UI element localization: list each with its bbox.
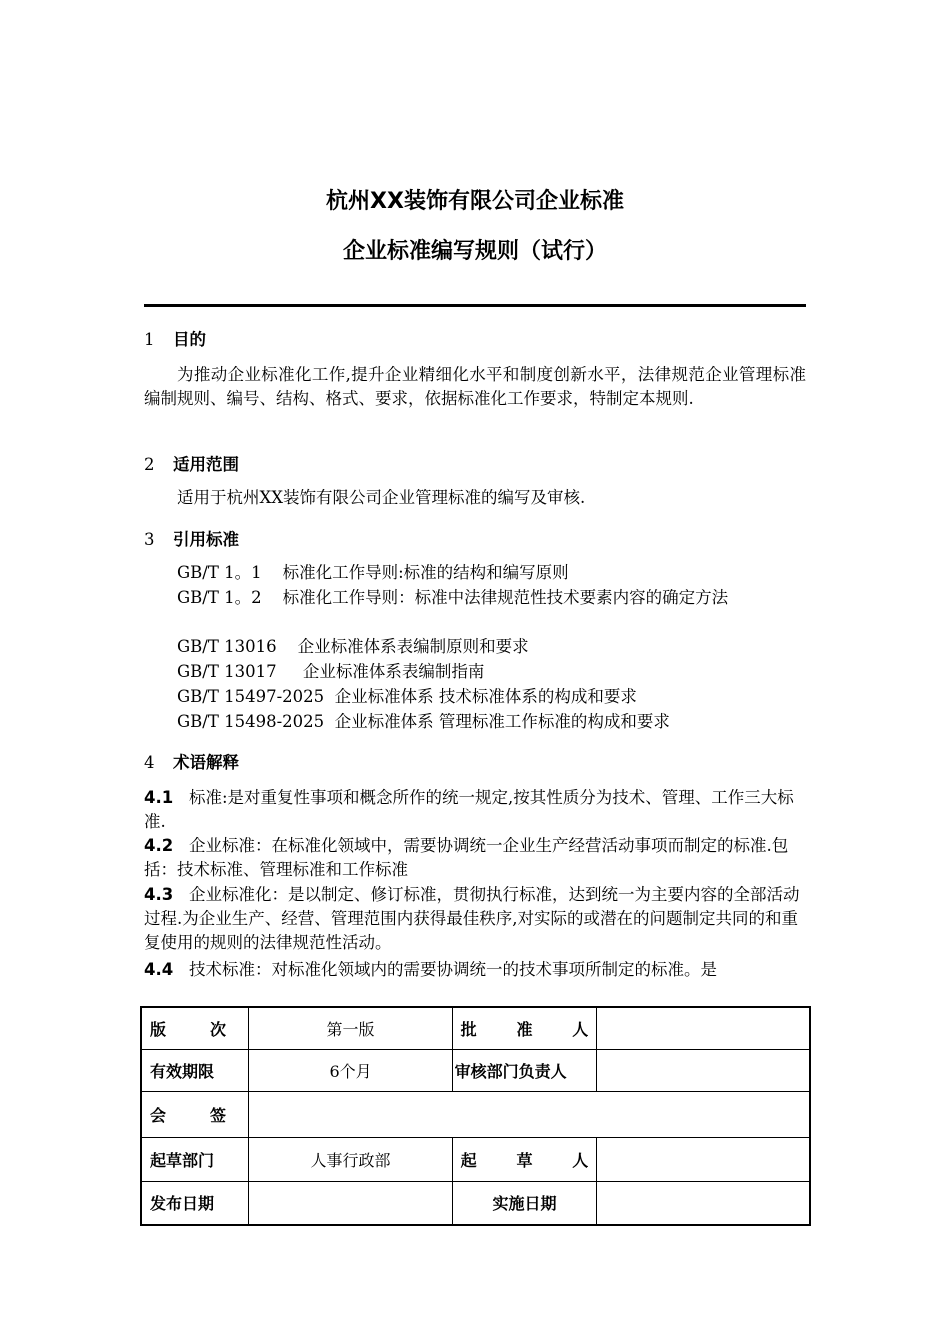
drafter-value — [597, 1137, 810, 1181]
edition-value: 第一版 — [249, 1007, 452, 1049]
reviewer-value — [597, 1049, 810, 1091]
drafting-dept-label: 起草部门 — [141, 1137, 249, 1181]
validity-label: 有效期限 — [141, 1049, 249, 1091]
drafter-label: 起 草 人 — [452, 1137, 597, 1181]
section-number: 2 — [144, 455, 155, 474]
release-date-label: 发布日期 — [141, 1181, 249, 1225]
term-item — [144, 834, 806, 882]
effective-date-label: 实施日期 — [452, 1181, 597, 1225]
validity-value: 6个月 — [249, 1049, 452, 1091]
section-title: 目的 — [173, 330, 206, 349]
reviewer-label: 审核部门负责人 — [452, 1049, 597, 1091]
reference-item: GB/T 1。2 标准化工作导则：标准中法律规范性技术要素内容的确定方法 — [177, 588, 729, 607]
section-3-heading — [144, 526, 239, 550]
section-4-heading — [144, 749, 239, 773]
drafting-dept-value: 人事行政部 — [249, 1137, 452, 1181]
countersign-value — [249, 1091, 810, 1137]
section-2-heading — [144, 451, 239, 475]
reference-item: GB/T 15497-2025 企业标准体系 技术标准体系的构成和要求 — [177, 687, 637, 706]
term-text: 技术标准：对标准化领域内的需要协调统一的技术事项所制定的标准。是 — [188, 960, 717, 979]
section-number: 3 — [144, 530, 155, 549]
reference-item: GB/T 13016 企业标准体系表编制原则和要求 — [177, 637, 529, 656]
document-info-table — [140, 1006, 811, 1226]
effective-date-value — [597, 1181, 810, 1225]
reference-item: GB/T 13017 企业标准体系表编制指南 — [177, 662, 485, 681]
term-item — [144, 958, 806, 982]
document-subtitle: 企业标准编写规则（试行） — [342, 239, 607, 264]
term-text: 企业标准：在标准化领域中，需要协调统一企业生产经营活动事项而制定的标准.包括：技术标准、管理标准和工作标准 — [144, 836, 789, 879]
section-1-body: 为推动企业标准化工作,提升企业精细化水平和制度创新水平，法律规范企业管理标准编制规则、编号、结构、格式、要求，依据标准化工作要求，特制定本规则. — [144, 365, 806, 408]
edition-label: 版 次 — [141, 1007, 249, 1049]
approver-label: 批 准 人 — [452, 1007, 597, 1049]
term-number: 4.2 — [144, 836, 174, 855]
section-title: 术语解释 — [173, 753, 239, 772]
term-number: 4.3 — [144, 885, 174, 904]
section-title: 引用标准 — [173, 530, 239, 549]
document-title: 杭州XX装饰有限公司企业标准 — [326, 189, 624, 214]
approver-value — [597, 1007, 810, 1049]
term-item — [144, 883, 806, 955]
section-title: 适用范围 — [173, 455, 239, 474]
term-text: 企业标准化：是以制定、修订标准，贯彻执行标准，达到统一为主要内容的全部活动过程.为企业生产、经营、管理范围内获得最佳秩序,对实际的或潜在的问题制定共同的和重复使用的规则的法律规范性活动。 — [144, 885, 800, 952]
countersign-label: 会 签 — [141, 1091, 249, 1137]
term-number: 4.1 — [144, 788, 174, 807]
term-item — [144, 786, 806, 834]
section-2-body: 适用于杭州XX装饰有限公司企业管理标准的编写及审核. — [177, 488, 586, 507]
section-number: 4 — [144, 753, 155, 772]
section-1-heading — [144, 326, 206, 350]
section-number: 1 — [144, 330, 155, 349]
reference-item: GB/T 15498-2025 企业标准体系 管理标准工作标准的构成和要求 — [177, 712, 670, 731]
term-number: 4.4 — [144, 960, 174, 979]
release-date-value — [249, 1181, 452, 1225]
header-rule — [144, 304, 806, 307]
reference-item: GB/T 1。1 标准化工作导则:标准的结构和编写原则 — [177, 563, 569, 582]
term-text: 标准:是对重复性事项和概念所作的统一规定,按其性质分为技术、管理、工作三大标准. — [144, 788, 794, 831]
